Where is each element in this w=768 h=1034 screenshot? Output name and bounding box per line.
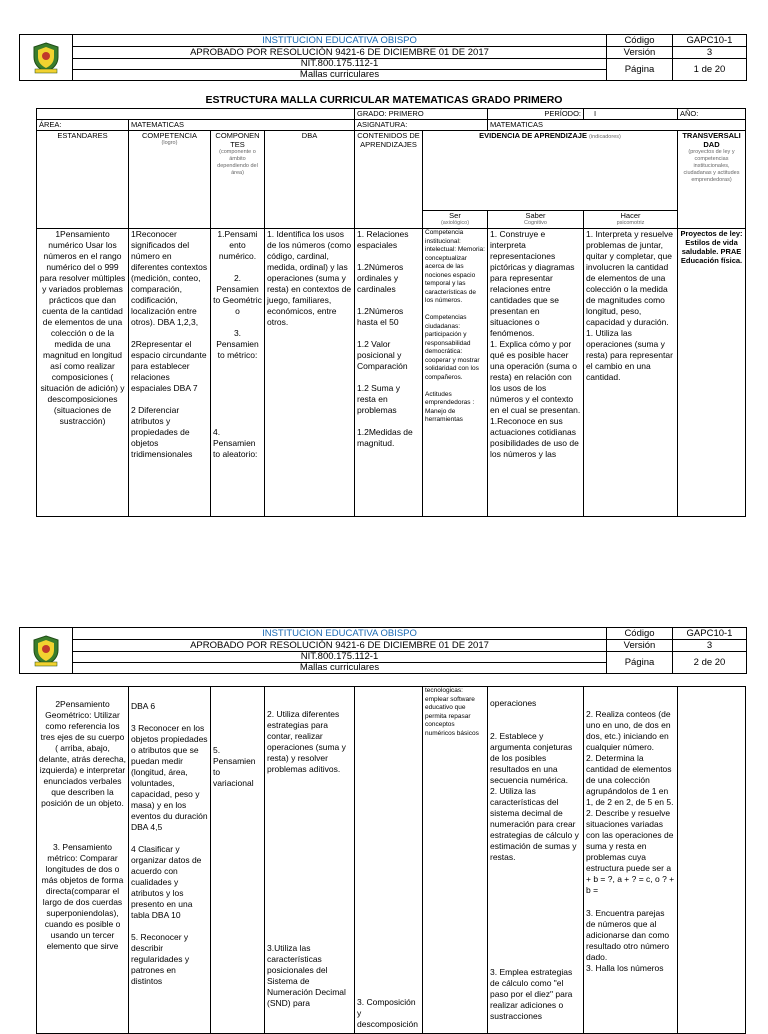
asignatura-label: ASIGNATURA: bbox=[355, 120, 488, 131]
pagina-label: Página bbox=[607, 59, 673, 81]
periodo-label: PERÍODO: bbox=[488, 109, 584, 120]
estandares-cell: 2Pensamiento Geométrico: Utilizar como referencia los tres ejes de su cuerpo ( arriba, abajo, delante, atrás derecha, izquierda) e interpretar enunciados verbales que describen la posición de un objeto. 3. Pensamiento métrico: Comparar longitudes de dos o más objetos de forma directa(comparar el largo de dos cuerdas superponiendolas), cuando es posible o usando un tercer elemento que sirve bbox=[37, 687, 129, 1034]
grado-label: GRADO: PRIMERO bbox=[355, 109, 488, 120]
componentes-cell: 1.Pensami ento numérico. 2. Pensamien to Geométric o 3. Pensamien to métrico: 4. Pensamien to aleatorio: bbox=[211, 229, 265, 517]
version-value: 3 bbox=[673, 47, 747, 59]
school-logo bbox=[20, 628, 73, 674]
curriculum-grid-page1 bbox=[36, 108, 746, 517]
area-label: ÁREA: bbox=[37, 120, 129, 131]
contenidos-cell: 1. Relaciones espaciales 1.2Números ordinales y cardinales 1.2Números hasta el 50 1.2 Valor posicional y Comparación 1.2 Suma y resta en problemas 1.2Medidas de magnitud. bbox=[355, 229, 423, 517]
page-number: 2 de 20 bbox=[673, 652, 747, 674]
version-label: Versión bbox=[607, 640, 673, 652]
transversalidad-cell bbox=[678, 687, 746, 1034]
version-value: 3 bbox=[673, 640, 747, 652]
document-title: ESTRUCTURA MALLA CURRICULAR MATEMATICAS GRADO PRIMERO bbox=[205, 94, 563, 106]
col-transversalidad: TRANSVERSALI DAD (proyectos de ley y competencias institucionales, ciudadanas y actitudes emprendedoras) bbox=[678, 131, 746, 229]
saber-cell: 1. Construye e interpreta representaciones pictóricas y diagramas para representar relaciones entre cantidades que se presentan en situaciones o fenómenos. 1. Explica cómo y por qué es posible hacer una operación (suma o resta) en relación con los usos de los números y el contexto en el cual se presentan. 1.Reconoce en sus actuaciones cotidianas posibilidades de uso de los números y las bbox=[488, 229, 584, 517]
codigo-value: GAPC10-1 bbox=[673, 628, 747, 640]
subject-line: Mallas curriculares bbox=[73, 663, 607, 674]
school-logo bbox=[20, 35, 73, 81]
codigo-label: Código bbox=[607, 35, 673, 47]
codigo-value: GAPC10-1 bbox=[673, 35, 747, 47]
ser-cell: Competencia institucional: intelectual: Memoria: conceptualizar acerca de las nociones espacio temporal y las características de los números. Competencias ciudadanas: participación y responsabilidad democrática: cooperar y mostrar solidaridad con los compañeros. Actitudes emprendedoras : Manejo de herramientas bbox=[423, 229, 488, 517]
version-label: Versión bbox=[607, 47, 673, 59]
col-competencia: COMPETENCIA (logro) bbox=[129, 131, 211, 229]
anio-label: AÑO: bbox=[678, 109, 746, 120]
hacer-cell: 1. Interpreta y resuelve problemas de juntar, quitar y completar, que involucren la cantidad de elementos de una colección o la medida de magnitudes como longitud, peso, capacidad y duración. 1. Utiliza las operaciones (suma y resta) para representar el cambio en una cantidad. bbox=[584, 229, 678, 517]
curriculum-grid-page2 bbox=[36, 686, 746, 1034]
asignatura-value: MATEMATICAS bbox=[488, 120, 746, 131]
col-componentes: COMPONEN TES (componente o ámbito dependiendo del área) bbox=[211, 131, 265, 229]
ser-cell: tecnologicas: emplear software educativo que permita repasar conceptos numéricos básicos bbox=[423, 687, 488, 1034]
col-dba: DBA bbox=[265, 131, 355, 229]
componentes-cell: 5. Pensamien to variacional bbox=[211, 687, 265, 1034]
page1-header bbox=[19, 34, 747, 81]
competencia-cell: DBA 6 3 Reconocer en los objetos propiedades o atributos que se puedan medir (longitud, área, voluntades, capacidad, peso y masa) y en los eventos du duración DBA 4,5 4 Clasificar y organizar datos de acuerdo con cualidades y atributos y los presento en una tabla DBA 10 5. Reconocer y describir regularidades y patrones en distintos bbox=[129, 687, 211, 1034]
resolution-line: APROBADO POR RESOLUCIÓN 9421-6 DE DICIEMBRE 01 DE 2017 bbox=[73, 47, 607, 59]
competencia-cell: 1Reconocer significados del número en diferentes contextos (medición, conteo, comparación, codificación, localización entre otros). DBA 1,2,3, 2Representar el espacio circundante para establecer relaciones espaciales DBA 7 2 Diferenciar atributos y propiedades de objetos tridimensionales bbox=[129, 229, 211, 517]
col-hacer: Hacer psicomotriz bbox=[584, 211, 678, 229]
institution-name: INSTITUCION EDUCATIVA OBISPO bbox=[73, 35, 607, 47]
nit-line: NIT.800.175.112-1 bbox=[73, 652, 607, 663]
estandares-cell: 1Pensamiento numérico Usar los números en el rango numérico del o 999 para resolver múltiples y variados problemas prácticos que dan cuenta de la cantidad de elementos de una colección o de la medida de una magnitud en longitud así como realizar composiciones ( situación de adición) y descomposiciones (situaciones de sustracción) bbox=[37, 229, 129, 517]
pagina-label: Página bbox=[607, 652, 673, 674]
page-number: 1 de 20 bbox=[673, 59, 747, 81]
dba-cell: 1. Identifica los usos de los números (como código, cardinal, medida, ordinal) y las operaciones (suma y resta) en contextos de juego, familiares, económicos, entre otros. bbox=[265, 229, 355, 517]
codigo-label: Código bbox=[607, 628, 673, 640]
col-saber: Saber Cognitivo bbox=[488, 211, 584, 229]
col-estandares: ESTANDARES bbox=[37, 131, 129, 229]
periodo-value: I bbox=[584, 109, 678, 120]
hacer-cell: 2. Realiza conteos (de uno en uno, de dos en dos, etc.) iniciando en cualquier número. 2. Determina la cantidad de elementos de una colección agrupándolos de 1 en 1, de 2 en 2, de 5 en 5. 2. Describe y resuelve situaciones variadas con las operaciones de suma y resta en problemas cuya estructura puede ser a + b = ?, a + ? = c, o ? + b = 3. Encuentra parejas de números que al adicionarse dan como resultado otro número dado. 3. Halla los números bbox=[584, 687, 678, 1034]
col-evidencia: EVIDENCIA DE APRENDIZAJE (indicadores) bbox=[423, 131, 678, 211]
col-contenidos: CONTENIDOS DE APRENDIZAJES bbox=[355, 131, 423, 229]
school-crest-icon bbox=[28, 41, 64, 75]
school-crest-icon bbox=[28, 634, 64, 668]
contenidos-cell: 3. Composición y descomposición bbox=[355, 687, 423, 1034]
institution-name: INSTITUCION EDUCATIVA OBISPO bbox=[73, 628, 607, 640]
resolution-line: APROBADO POR RESOLUCIÓN 9421-6 DE DICIEMBRE 01 DE 2017 bbox=[73, 640, 607, 652]
area-value: MATEMATICAS bbox=[129, 120, 355, 131]
saber-cell: operaciones 2. Establece y argumenta conjeturas de los posibles resultados en una secuencia numérica. 2. Utiliza las características del sistema decimal de numeración para crear estrategias de cálculo y estimación de sumas y restas. 3. Emplea estrategias de cálculo como "el paso por el diez" para realizar adiciones o sustracciones bbox=[488, 687, 584, 1034]
subject-line: Mallas curriculares bbox=[73, 70, 607, 81]
nit-line: NIT.800.175.112-1 bbox=[73, 59, 607, 70]
col-ser: Ser (axiológico) bbox=[423, 211, 488, 229]
transversalidad-cell: Proyectos de ley: Estilos de vida saludable. PRAE Educación física. bbox=[678, 229, 746, 517]
dba-cell: 2. Utiliza diferentes estrategias para contar, realizar operaciones (suma y resta) y resolver problemas aditivos. 3.Utiliza las características posicionales del Sistema de Numeración Decimal (SND) para bbox=[265, 687, 355, 1034]
page2-header bbox=[19, 627, 747, 674]
